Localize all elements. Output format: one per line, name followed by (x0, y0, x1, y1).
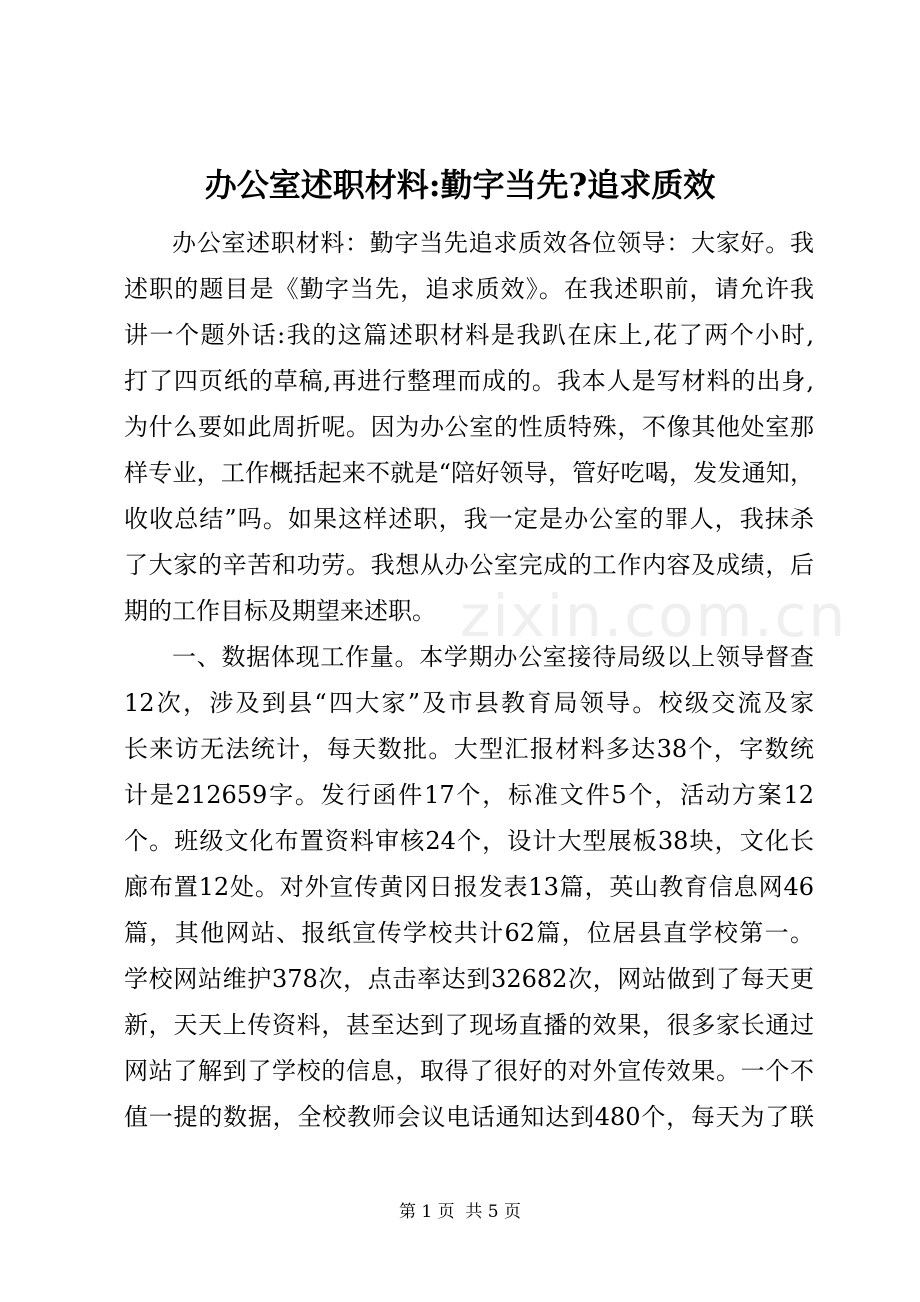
paragraph-line: 办公室述职材料：勤字当先追求质效各位领导：大家好。我 (172, 229, 814, 257)
paragraph-line: 样专业，工作概括起来不就是“陪好领导，管好吃喝，发发通知， (124, 459, 814, 487)
page-footer: 第 1 页 共 5 页 (398, 1202, 522, 1222)
paragraph-line: 收收总结”吗。如果这样述职，我一定是办公室的罪人，我抹杀 (124, 505, 814, 533)
paragraph-line: 为什么要如此周折呢。因为办公室的性质特殊，不像其他处室那 (124, 413, 814, 441)
paragraph-line: 了大家的辛苦和功劳。我想从办公室完成的工作内容及成绩，后 (124, 551, 814, 579)
paragraph-line: 网站了解到了学校的信息，取得了很好的对外宣传效果。一个不 (124, 1057, 814, 1085)
paragraph-line: 期的工作目标及期望来述职。 (124, 597, 436, 625)
paragraph-line: 学校网站维护378次，点击率达到32682次，网站做到了每天更 (124, 965, 814, 993)
paragraph-line: 讲一个题外话:我的这篇述职材料是我趴在床上,花了两个小时, (124, 321, 814, 349)
paragraph-line: 值一提的数据，全校教师会议电话通知达到480个，每天为了联 (124, 1103, 814, 1131)
paragraph-line: 打了四页纸的草稿,再进行整理而成的。我本人是写材料的出身, (124, 367, 814, 395)
paragraph-line: 一、数据体现工作量。本学期办公室接待局级以上领导督查 (172, 643, 814, 671)
paragraph-line: 计是212659字。发行函件17个，标准文件5个，活动方案12 (124, 781, 814, 809)
paragraph-line: 12次，涉及到县“四大家”及市县教育局领导。校级交流及家 (124, 689, 814, 717)
paragraph-line: 长来访无法统计，每天数批。大型汇报材料多达38个，字数统 (124, 735, 814, 763)
document-title: 办公室述职材料:勤字当先?追求质效 (204, 166, 716, 204)
document-body (124, 220, 814, 1140)
watermark: zixin.com.cn (460, 582, 848, 650)
paragraph-line: 篇，其他网站、报纸宣传学校共计62篇，位居县直学校第一。 (124, 919, 814, 947)
paragraph-line: 廊布置12处。对外宣传黄冈日报发表13篇，英山教育信息网46 (124, 873, 814, 901)
paragraph-line: 述职的题目是《勤字当先，追求质效》。在我述职前，请允许我 (124, 275, 814, 303)
paragraph-line: 新，天天上传资料，甚至达到了现场直播的效果，很多家长通过 (124, 1011, 814, 1039)
paragraph-line: 个。班级文化布置资料审核24个，设计大型展板38块，文化长 (124, 827, 814, 855)
